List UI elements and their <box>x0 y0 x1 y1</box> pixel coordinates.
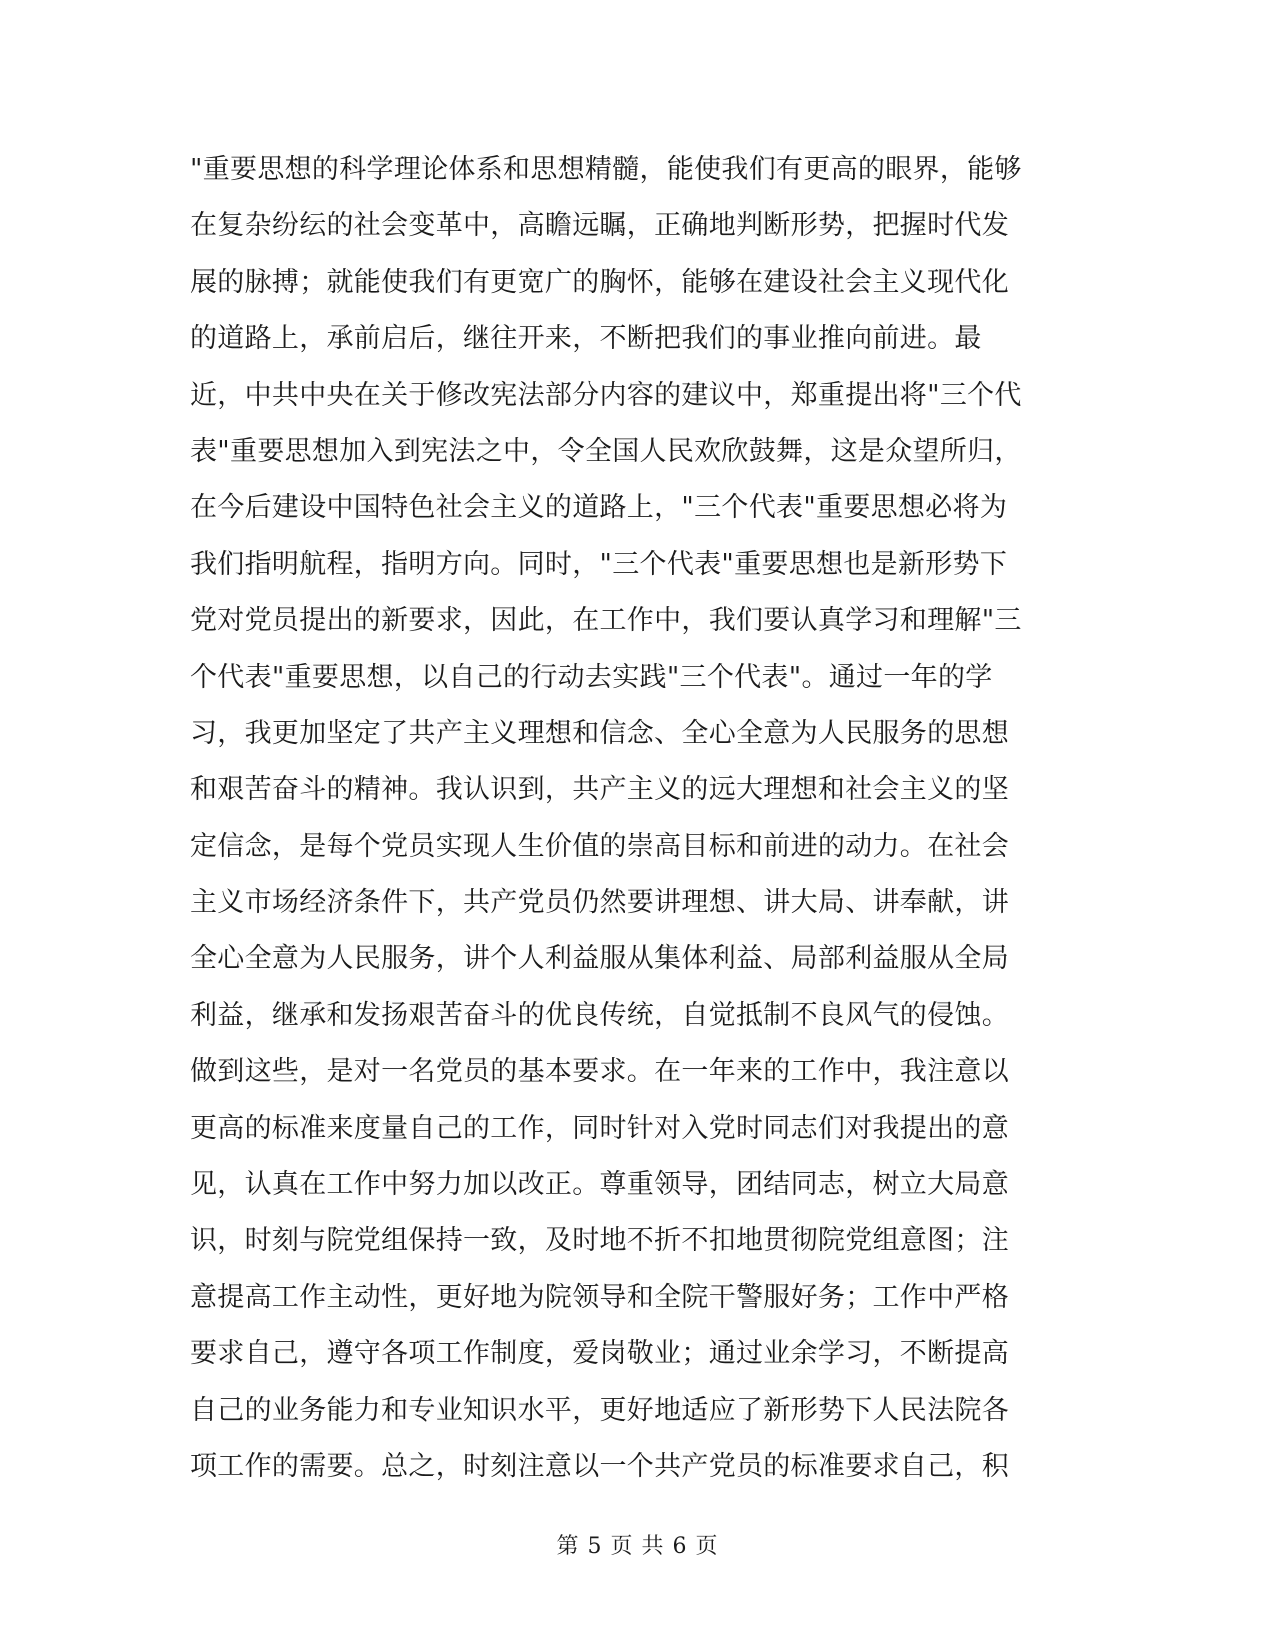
text-line: 习，我更加坚定了共产主义理想和信念、全心全意为人民服务的思想 <box>190 717 1009 749</box>
text-line: 更高的标准来度量自己的工作，同时针对入党时同志们对我提出的意 <box>190 1112 1009 1144</box>
text-line: 和艰苦奋斗的精神。我认识到，共产主义的远大理想和社会主义的坚 <box>190 774 1009 806</box>
text-line: 在今后建设中国特色社会主义的道路上，"三个代表"重要思想必将为 <box>190 492 1008 524</box>
text-line: 展的脉搏；就能使我们有更宽广的胸怀，能够在建设社会主义现代化 <box>190 266 1009 298</box>
text-line: 主义市场经济条件下，共产党员仍然要讲理想、讲大局、讲奉献，讲 <box>190 887 1009 919</box>
text-line: 项工作的需要。总之，时刻注意以一个共产党员的标准要求自己，积 <box>190 1450 1009 1482</box>
body-text <box>190 142 1090 1495</box>
text-line: 定信念，是每个党员实现人生价值的崇高目标和前进的动力。在社会 <box>190 830 1009 862</box>
text-line: 自己的业务能力和专业知识水平，更好地适应了新形势下人民法院各 <box>190 1394 1009 1426</box>
text-line: "重要思想的科学理论体系和思想精髓，能使我们有更高的眼界，能够 <box>190 154 1022 185</box>
text-line: 识，时刻与院党组保持一致，及时地不折不扣地贯彻院党组意图；注 <box>190 1225 1009 1257</box>
text-line: 要求自己，遵守各项工作制度，爱岗敬业；通过业余学习，不断提高 <box>190 1338 1009 1370</box>
text-line: 党对党员提出的新要求，因此，在工作中，我们要认真学习和理解"三 <box>190 605 1022 637</box>
page-number-footer: 第 5 页 共 6 页 <box>556 1534 719 1559</box>
text-line: 利益，继承和发扬艰苦奋斗的优良传统，自觉抵制不良风气的侵蚀。 <box>190 999 1009 1031</box>
text-line: 见，认真在工作中努力加以改正。尊重领导，团结同志，树立大局意 <box>190 1169 1009 1201</box>
text-line: 我们指明航程，指明方向。同时，"三个代表"重要思想也是新形势下 <box>190 548 1008 580</box>
text-line: 在复杂纷纭的社会变革中，高瞻远瞩，正确地判断形势，把握时代发 <box>190 210 1009 242</box>
text-line: 做到这些，是对一名党员的基本要求。在一年来的工作中，我注意以 <box>190 1056 1009 1088</box>
text-line: 近，中共中央在关于修改宪法部分内容的建议中，郑重提出将"三个代 <box>190 379 1022 411</box>
text-line: 个代表"重要思想，以自己的行动去实践"三个代表"。通过一年的学 <box>190 661 993 693</box>
text-line: 意提高工作主动性，更好地为院领导和全院干警服好务；工作中严格 <box>190 1281 1009 1313</box>
text-line: 表"重要思想加入到宪法之中，令全国人民欢欣鼓舞，这是众望所归， <box>190 435 1022 467</box>
text-line: 的道路上，承前启后，继往开来，不断把我们的事业推向前进。最 <box>190 323 982 355</box>
text-line: 全心全意为人民服务，讲个人利益服从集体利益、局部利益服从全局 <box>190 943 1009 975</box>
